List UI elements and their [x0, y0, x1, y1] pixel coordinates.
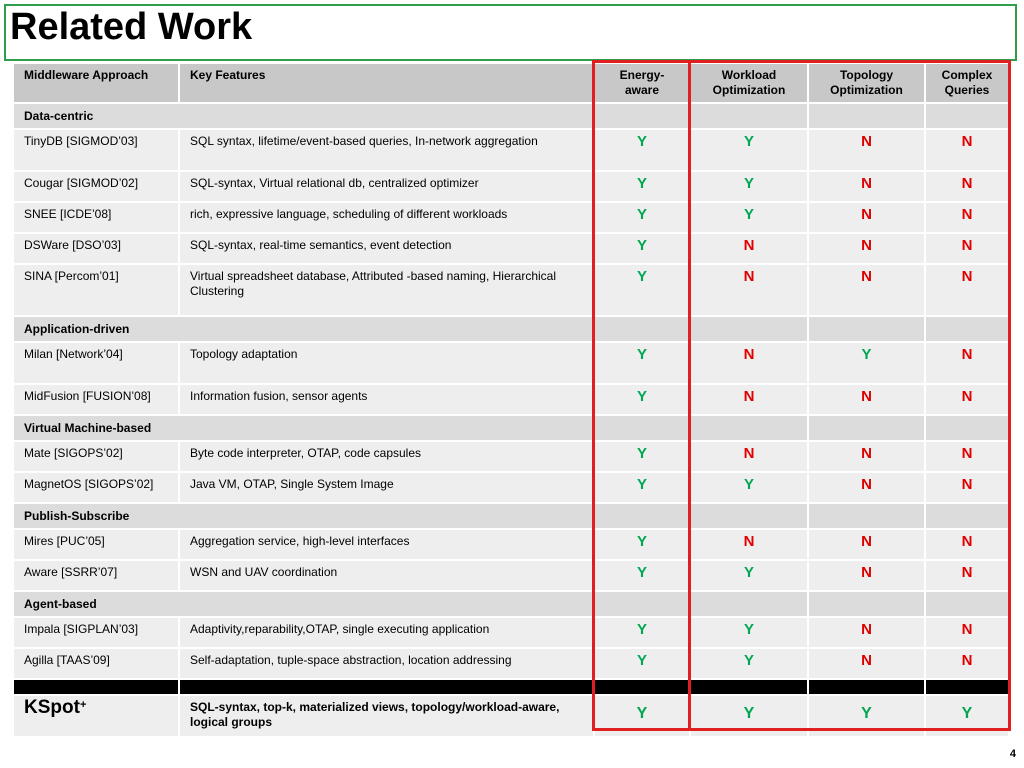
section-row	[13, 103, 1009, 129]
approach-cell: Mate [SIGOPS’02]	[13, 441, 179, 472]
section-label: Application-driven	[13, 316, 594, 342]
topology-cell: N	[808, 472, 925, 503]
topology-cell: N	[808, 384, 925, 415]
section-label: Agent-based	[13, 591, 594, 617]
energy-cell: Y	[594, 384, 690, 415]
complex-cell: N	[925, 529, 1009, 560]
section-row	[13, 316, 1009, 342]
separator-bar	[13, 679, 1009, 695]
energy-cell: Y	[594, 648, 690, 679]
energy-cell: Y	[594, 264, 690, 316]
approach-cell: MagnetOS [SIGOPS’02]	[13, 472, 179, 503]
slide-title: Related Work	[10, 6, 253, 48]
header-row	[13, 63, 1009, 103]
energy-cell: Y	[594, 171, 690, 202]
section-label: Virtual Machine-based	[13, 415, 594, 441]
features-cell: SQL-syntax, real-time semantics, event detection	[179, 233, 594, 264]
related-work-table	[12, 62, 1010, 738]
features-cell: Virtual spreadsheet database, Attributed -based naming, Hierarchical Clustering	[179, 264, 594, 316]
approach-cell: MidFusion [FUSION’08]	[13, 384, 179, 415]
topology-cell: N	[808, 560, 925, 591]
kspot-label: KSpot	[24, 697, 80, 718]
energy-cell: Y	[594, 617, 690, 648]
workload-cell: Y	[690, 472, 808, 503]
complex-cell: N	[925, 472, 1009, 503]
topology-cell: N	[808, 617, 925, 648]
features-cell: SQL syntax, lifetime/event-based queries, In-network aggregation	[179, 129, 594, 171]
energy-cell: Y	[594, 695, 690, 737]
section-label: Data-centric	[13, 103, 594, 129]
workload-cell: N	[690, 529, 808, 560]
header-workload: Workload Optimization	[690, 63, 808, 103]
workload-cell: Y	[690, 695, 808, 737]
features-cell: WSN and UAV coordination	[179, 560, 594, 591]
workload-cell: Y	[690, 648, 808, 679]
workload-cell: N	[690, 342, 808, 384]
table-row	[13, 384, 1009, 415]
section-row	[13, 591, 1009, 617]
energy-cell: Y	[594, 472, 690, 503]
topology-cell: N	[808, 648, 925, 679]
header-complex: Complex Queries	[925, 63, 1009, 103]
complex-cell: N	[925, 560, 1009, 591]
approach-cell: TinyDB [SIGMOD’03]	[13, 129, 179, 171]
header-topology: Topology Optimization	[808, 63, 925, 103]
section-row	[13, 415, 1009, 441]
approach-cell: DSWare [DSO’03]	[13, 233, 179, 264]
features-cell: Adaptivity,reparability,OTAP, single executing application	[179, 617, 594, 648]
complex-cell: N	[925, 384, 1009, 415]
features-cell: Java VM, OTAP, Single System Image	[179, 472, 594, 503]
table-row	[13, 264, 1009, 316]
features-cell: Aggregation service, high-level interfaces	[179, 529, 594, 560]
section-label: Publish-Subscribe	[13, 503, 594, 529]
topology-cell: N	[808, 529, 925, 560]
approach-cell: SINA [Percom’01]	[13, 264, 179, 316]
header-energy: Energy-aware	[594, 63, 690, 103]
workload-cell: N	[690, 264, 808, 316]
complex-cell: N	[925, 342, 1009, 384]
kspot-row	[13, 695, 1009, 737]
complex-cell: N	[925, 441, 1009, 472]
features-cell: rich, expressive language, scheduling of different workloads	[179, 202, 594, 233]
page-number: 4	[1009, 748, 1016, 760]
table-row	[13, 342, 1009, 384]
table-row	[13, 648, 1009, 679]
complex-cell: N	[925, 617, 1009, 648]
features-cell: Topology adaptation	[179, 342, 594, 384]
topology-cell: N	[808, 441, 925, 472]
topology-cell: N	[808, 202, 925, 233]
energy-cell: Y	[594, 529, 690, 560]
header-features: Key Features	[179, 63, 594, 103]
table-row	[13, 233, 1009, 264]
kspot-name	[13, 695, 179, 737]
features-cell: Byte code interpreter, OTAP, code capsules	[179, 441, 594, 472]
complex-cell: N	[925, 233, 1009, 264]
complex-cell: Y	[925, 695, 1009, 737]
topology-cell: Y	[808, 695, 925, 737]
table-row	[13, 441, 1009, 472]
approach-cell: Impala [SIGPLAN’03]	[13, 617, 179, 648]
energy-cell: Y	[594, 202, 690, 233]
kspot-superscript: +	[79, 699, 87, 711]
table-row	[13, 202, 1009, 233]
complex-cell: N	[925, 264, 1009, 316]
header-approach: Middleware Approach	[13, 63, 179, 103]
approach-cell: Agilla [TAAS’09]	[13, 648, 179, 679]
topology-cell: N	[808, 264, 925, 316]
table-row	[13, 472, 1009, 503]
workload-cell: Y	[690, 202, 808, 233]
workload-cell: Y	[690, 129, 808, 171]
workload-cell: Y	[690, 560, 808, 591]
approach-cell: Aware [SSRR’07]	[13, 560, 179, 591]
features-cell: SQL-syntax, Virtual relational db, centralized optimizer	[179, 171, 594, 202]
workload-cell: Y	[690, 617, 808, 648]
kspot-features: SQL-syntax, top-k, materialized views, topology/workload-aware, logical groups	[179, 695, 594, 737]
workload-cell: N	[690, 384, 808, 415]
energy-cell: Y	[594, 233, 690, 264]
energy-cell: Y	[594, 342, 690, 384]
energy-cell: Y	[594, 129, 690, 171]
table-row	[13, 560, 1009, 591]
table-row	[13, 129, 1009, 171]
section-row	[13, 503, 1009, 529]
approach-cell: Mires [PUC’05]	[13, 529, 179, 560]
approach-cell: Cougar [SIGMOD’02]	[13, 171, 179, 202]
complex-cell: N	[925, 171, 1009, 202]
approach-cell: SNEE [ICDE’08]	[13, 202, 179, 233]
workload-cell: N	[690, 233, 808, 264]
features-cell: Information fusion, sensor agents	[179, 384, 594, 415]
energy-cell: Y	[594, 441, 690, 472]
topology-cell: N	[808, 171, 925, 202]
approach-cell: Milan [Network’04]	[13, 342, 179, 384]
complex-cell: N	[925, 648, 1009, 679]
workload-cell: N	[690, 441, 808, 472]
complex-cell: N	[925, 202, 1009, 233]
features-cell: Self-adaptation, tuple-space abstraction, location addressing	[179, 648, 594, 679]
energy-cell: Y	[594, 560, 690, 591]
topology-cell: N	[808, 233, 925, 264]
complex-cell: N	[925, 129, 1009, 171]
table-row	[13, 171, 1009, 202]
workload-cell: Y	[690, 171, 808, 202]
table-row	[13, 529, 1009, 560]
table-row	[13, 617, 1009, 648]
topology-cell: Y	[808, 342, 925, 384]
topology-cell: N	[808, 129, 925, 171]
